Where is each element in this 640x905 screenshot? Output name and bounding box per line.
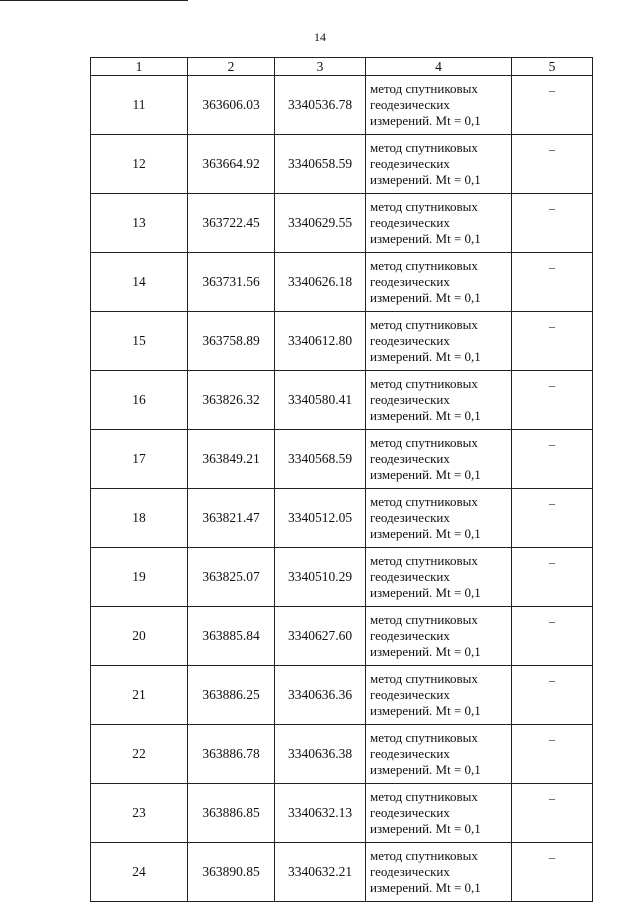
method-line: метод спутниковых: [370, 789, 478, 804]
table-row: [91, 312, 593, 371]
method-line: измерений. Mt = 0,1: [370, 113, 481, 128]
method-cell: [366, 194, 512, 253]
method-line: геодезических: [370, 687, 450, 702]
method-line: метод спутниковых: [370, 730, 478, 745]
method-cell: [366, 430, 512, 489]
x-coordinate-cell: 363886.78: [188, 725, 275, 784]
column-header-1: 1: [91, 58, 188, 76]
method-line: измерений. Mt = 0,1: [370, 231, 481, 246]
y-coordinate-cell: 3340612.80: [275, 312, 366, 371]
point-number-cell: 21: [91, 666, 188, 725]
note-cell: –: [512, 312, 593, 371]
method-cell: [366, 607, 512, 666]
method-line: измерений. Mt = 0,1: [370, 821, 481, 836]
method-cell: [366, 548, 512, 607]
note-cell: –: [512, 430, 593, 489]
method-line: измерений. Mt = 0,1: [370, 349, 481, 364]
method-line: измерений. Mt = 0,1: [370, 172, 481, 187]
note-cell: –: [512, 135, 593, 194]
method-cell: [366, 371, 512, 430]
table-row: [91, 489, 593, 548]
point-number-cell: 13: [91, 194, 188, 253]
point-number-cell: 17: [91, 430, 188, 489]
note-cell: –: [512, 371, 593, 430]
y-coordinate-cell: 3340568.59: [275, 430, 366, 489]
method-line: геодезических: [370, 215, 450, 230]
method-line: измерений. Mt = 0,1: [370, 467, 481, 482]
table-row: [91, 371, 593, 430]
column-header-4: 4: [366, 58, 512, 76]
y-coordinate-cell: 3340636.36: [275, 666, 366, 725]
table-row: [91, 725, 593, 784]
method-line: геодезических: [370, 451, 450, 466]
method-cell: [366, 312, 512, 371]
method-line: метод спутниковых: [370, 258, 478, 273]
method-line: измерений. Mt = 0,1: [370, 408, 481, 423]
coordinates-table: [90, 57, 593, 902]
x-coordinate-cell: 363825.07: [188, 548, 275, 607]
x-coordinate-cell: 363731.56: [188, 253, 275, 312]
note-cell: –: [512, 666, 593, 725]
point-number-cell: 20: [91, 607, 188, 666]
point-number-cell: 16: [91, 371, 188, 430]
table-header-row: [91, 58, 593, 76]
method-cell: [366, 725, 512, 784]
note-cell: –: [512, 843, 593, 902]
table-row: [91, 784, 593, 843]
method-line: измерений. Mt = 0,1: [370, 703, 481, 718]
method-line: метод спутниковых: [370, 140, 478, 155]
table-row: [91, 430, 593, 489]
x-coordinate-cell: 363758.89: [188, 312, 275, 371]
method-line: геодезических: [370, 805, 450, 820]
top-rule: [0, 0, 188, 1]
x-coordinate-cell: 363606.03: [188, 76, 275, 135]
method-line: геодезических: [370, 864, 450, 879]
table-row: [91, 76, 593, 135]
point-number-cell: 14: [91, 253, 188, 312]
method-line: метод спутниковых: [370, 848, 478, 863]
y-coordinate-cell: 3340626.18: [275, 253, 366, 312]
x-coordinate-cell: 363722.45: [188, 194, 275, 253]
y-coordinate-cell: 3340632.13: [275, 784, 366, 843]
method-cell: [366, 489, 512, 548]
y-coordinate-cell: 3340627.60: [275, 607, 366, 666]
y-coordinate-cell: 3340629.55: [275, 194, 366, 253]
y-coordinate-cell: 3340512.05: [275, 489, 366, 548]
method-line: измерений. Mt = 0,1: [370, 526, 481, 541]
method-line: метод спутниковых: [370, 494, 478, 509]
point-number-cell: 19: [91, 548, 188, 607]
point-number-cell: 18: [91, 489, 188, 548]
point-number-cell: 15: [91, 312, 188, 371]
y-coordinate-cell: 3340632.21: [275, 843, 366, 902]
note-cell: –: [512, 548, 593, 607]
method-line: геодезических: [370, 746, 450, 761]
x-coordinate-cell: 363885.84: [188, 607, 275, 666]
note-cell: –: [512, 489, 593, 548]
x-coordinate-cell: 363826.32: [188, 371, 275, 430]
method-line: измерений. Mt = 0,1: [370, 644, 481, 659]
table-row: [91, 607, 593, 666]
column-header-3: 3: [275, 58, 366, 76]
note-cell: –: [512, 253, 593, 312]
x-coordinate-cell: 363821.47: [188, 489, 275, 548]
table-row: [91, 253, 593, 312]
method-cell: [366, 253, 512, 312]
note-cell: –: [512, 76, 593, 135]
method-line: метод спутниковых: [370, 199, 478, 214]
x-coordinate-cell: 363886.85: [188, 784, 275, 843]
method-line: измерений. Mt = 0,1: [370, 585, 481, 600]
column-header-5: 5: [512, 58, 593, 76]
y-coordinate-cell: 3340510.29: [275, 548, 366, 607]
table-row: [91, 194, 593, 253]
point-number-cell: 23: [91, 784, 188, 843]
method-line: метод спутниковых: [370, 317, 478, 332]
x-coordinate-cell: 363664.92: [188, 135, 275, 194]
table-row: [91, 666, 593, 725]
point-number-cell: 12: [91, 135, 188, 194]
method-line: метод спутниковых: [370, 435, 478, 450]
y-coordinate-cell: 3340658.59: [275, 135, 366, 194]
x-coordinate-cell: 363890.85: [188, 843, 275, 902]
method-line: метод спутниковых: [370, 376, 478, 391]
method-cell: [366, 135, 512, 194]
method-line: геодезических: [370, 156, 450, 171]
method-line: измерений. Mt = 0,1: [370, 290, 481, 305]
note-cell: –: [512, 784, 593, 843]
table-row: [91, 548, 593, 607]
y-coordinate-cell: 3340636.38: [275, 725, 366, 784]
column-header-2: 2: [188, 58, 275, 76]
note-cell: –: [512, 607, 593, 666]
method-line: геодезических: [370, 97, 450, 112]
method-line: метод спутниковых: [370, 553, 478, 568]
method-cell: [366, 784, 512, 843]
method-line: метод спутниковых: [370, 612, 478, 627]
method-line: геодезических: [370, 510, 450, 525]
note-cell: –: [512, 725, 593, 784]
method-cell: [366, 666, 512, 725]
point-number-cell: 11: [91, 76, 188, 135]
point-number-cell: 24: [91, 843, 188, 902]
point-number-cell: 22: [91, 725, 188, 784]
y-coordinate-cell: 3340536.78: [275, 76, 366, 135]
note-cell: –: [512, 194, 593, 253]
method-cell: [366, 843, 512, 902]
table-row: [91, 135, 593, 194]
method-line: измерений. Mt = 0,1: [370, 880, 481, 895]
method-line: геодезических: [370, 569, 450, 584]
page-number: 14: [314, 30, 326, 44]
table-body: [91, 76, 593, 902]
method-line: геодезических: [370, 392, 450, 407]
table-row: [91, 843, 593, 902]
method-line: метод спутниковых: [370, 81, 478, 96]
method-cell: [366, 76, 512, 135]
method-line: геодезических: [370, 628, 450, 643]
method-line: геодезических: [370, 333, 450, 348]
y-coordinate-cell: 3340580.41: [275, 371, 366, 430]
method-line: измерений. Mt = 0,1: [370, 762, 481, 777]
x-coordinate-cell: 363886.25: [188, 666, 275, 725]
method-line: метод спутниковых: [370, 671, 478, 686]
x-coordinate-cell: 363849.21: [188, 430, 275, 489]
method-line: геодезических: [370, 274, 450, 289]
